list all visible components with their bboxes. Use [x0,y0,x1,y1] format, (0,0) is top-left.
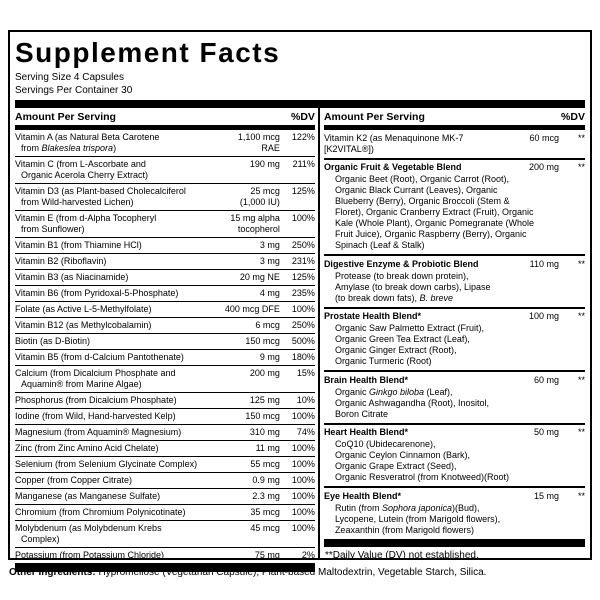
nutrient-row [15,238,315,254]
nutrient-amount: 75 mg [254,550,280,561]
nutrient-row [15,157,315,184]
nutrient-row [15,286,315,302]
nutrient-amount: 9 mg [259,352,280,363]
nutrient-label: Molybdenum (as Molybdenum Krebs Complex) [15,523,162,545]
nutrient-amount: 6 mcg [255,320,280,331]
blend-name: Heart Health Blend* [323,427,408,438]
nutrient-dv: 125% [291,186,315,197]
blend-ingredients: Organic Saw Palmetto Extract (Fruit), Organic Green Tea Extract (Leaf), Organic Ginger Extract (Root), Organic Turmeric (Root) [334,323,484,367]
nutrient-label: Zinc (from Zinc Amino Acid Chelate) [15,443,159,454]
servings-per-container: Servings Per Container 30 [15,85,133,97]
nutrient-amount: 310 mg [249,427,280,438]
nutrient-row [15,318,315,334]
blend-row [324,160,585,257]
nutrient-row [15,184,315,211]
nutrient-label: Vitamin K2 (as Menaquinone MK-7 [K2VITAL®]) [323,132,464,154]
nutrient-amount: 45 mcg [250,523,280,534]
nutrient-dv: 180% [291,352,315,363]
nutrient-dv: 100% [291,523,315,534]
blend-dv: ** [577,374,585,385]
nutrient-amount: 55 mcg [250,459,280,470]
nutrient-label: Vitamin E (from d-Alpha Tocopheryl from Sunflower) [15,213,157,235]
supplement-facts-panel [8,30,592,560]
nutrient-amount: 400 mcg DFE [224,304,280,315]
nutrient-label: Vitamin B2 (Riboflavin) [15,256,107,267]
other-ingredients-text: Hypromellose (Vegetarian Capsule), Plant-based Maltodextrin, Vegetable Starch, Silica. [95,567,487,578]
nutrient-dv: 100% [291,443,315,454]
nutrient-label: Vitamin B3 (as Niacinamide) [15,272,129,283]
nutrient-row [15,425,315,441]
nutrient-label: Magnesium (from Aquamin® Magnesium) [15,427,182,438]
nutrient-dv: 100% [291,491,315,502]
nutrient-label: Selenium (from Selenium Glycinate Complex) [15,459,198,470]
nutrient-dv: 2% [301,550,315,561]
nutrient-amount: 150 mcg [245,411,280,422]
blend-amount: 110 mg [529,258,559,269]
other-ingredients [9,566,591,579]
nutrient-amount: 2.3 mg [252,491,280,502]
nutrient-label: Biotin (as D-Biotin) [15,336,91,347]
facts-columns [15,108,585,561]
blend-ingredients: Rutin (from Sophora japonica)(Bud), Lycopene, Lutein (from Marigold flowers), Zeaxanthin (from Marigold flowers) [334,502,501,535]
blend-dv: ** [577,427,585,438]
nutrient-dv: 100% [291,507,315,518]
blend-row [324,256,585,309]
nutrient-label: Manganese (as Manganese Sulfate) [15,491,161,502]
nutrient-row [15,254,315,270]
blend-amount: 200 mg [528,162,559,173]
blend-dv: ** [577,311,585,322]
nutrient-amount: 200 mg [249,368,280,379]
nutrient-amount: 3 mg [259,240,280,251]
nutrient-row [15,270,315,286]
right-column [320,108,585,561]
nutrient-dv: 125% [291,272,315,283]
blend-row [324,372,585,425]
nutrient-dv: 211% [292,159,315,170]
nutrient-row [15,548,315,564]
blend-amount: 15 mg [533,490,559,501]
nutrient-dv: 235% [291,288,315,299]
nutrient-row [15,302,315,318]
nutrient-label: Calcium (from Dicalcium Phosphate and Aquamin® from Marine Algae) [15,368,176,390]
nutrient-amount: 150 mcg [245,336,280,347]
amount-per-serving-header: Amount Per Serving [323,111,425,124]
nutrient-dv: 100% [291,304,315,315]
nutrient-row [15,130,315,157]
nutrient-row [15,505,315,521]
nutrient-amount: 11 mg [255,443,280,454]
nutrient-label: Iodine (from Wild, Hand-harvested Kelp) [15,411,176,422]
blend-row [324,309,585,373]
panel-title: Supplement Facts [15,37,281,68]
nutrient-amount: 60 mcg [529,132,559,143]
right-column-header [324,108,585,125]
nutrient-row [15,521,315,548]
other-ingredients-label: Other Ingredients: [9,567,96,578]
nutrient-row [15,211,315,238]
nutrient-amount: 3 mg [259,256,280,267]
nutrient-label: Vitamin B1 (from Thiamine HCl) [15,240,142,251]
nutrient-row [15,366,315,393]
nutrient-amount: 25 mcg (1,000 IU) [239,186,280,208]
blend-name: Organic Fruit & Vegetable Blend [323,162,462,173]
nutrient-dv: 100% [291,213,315,224]
blend-dv: ** [577,490,585,501]
nutrient-row [15,473,315,489]
nutrient-amount: 190 mg [249,159,280,170]
nutrient-label: Potassium (from Potassium Chloride) [15,550,165,561]
nutrient-amount: 0.9 mg [252,475,280,486]
nutrient-label: Vitamin A (as Natural Beta Carotene from Blakeslea trispora) [15,132,160,154]
nutrient-dv: 10% [296,395,315,406]
nutrient-amount: 15 mg alpha tocopherol [230,213,280,235]
dv-header: %DV [561,111,585,124]
nutrient-dv: 122% [291,132,315,143]
blend-name: Brain Health Blend* [323,374,408,385]
blend-row [324,425,585,489]
blend-row [324,488,585,539]
nutrient-row [15,441,315,457]
nutrient-label: Vitamin B6 (from Pyridoxal-5-Phosphate) [15,288,179,299]
nutrient-amount: 20 mg NE [239,272,280,283]
nutrient-label: Vitamin C (from L-Ascorbate and Organic Acerola Cherry Extract) [15,159,149,181]
nutrient-dv: 250% [291,240,315,251]
nutrient-row [15,457,315,473]
top-divider-bar [15,100,585,108]
left-rows [15,130,315,564]
blend-amount: 50 mg [533,427,559,438]
nutrient-row [15,409,315,425]
nutrient-amount: 35 mcg [250,507,280,518]
serving-info [15,71,585,97]
blend-ingredients: Protease (to break down protein), Amylase (to break down carbs), Lipase (to break down fats), B. breve [334,270,491,303]
left-column-header [15,108,315,125]
footnote-divider-bar [324,539,585,547]
blend-name: Digestive Enzyme & Probiotic Blend [323,258,479,269]
nutrient-dv: 74% [296,427,315,438]
nutrient-row [15,334,315,350]
nutrient-dv: ** [577,132,585,143]
nutrient-row [15,489,315,505]
nutrient-dv: 100% [291,411,315,422]
nutrient-label: Phosphorus (from Dicalcium Phosphate) [15,395,177,406]
nutrient-label: Vitamin B12 (as Methylcobalamin) [15,320,152,331]
blend-dv: ** [577,258,585,269]
right-rows [324,130,585,539]
blend-ingredients: CoQ10 (Ubidecarenone), Organic Ceylon Cinnamon (Bark), Organic Grape Extract (Seed), Organic Resveratrol (from Knotweed)(Root) [334,439,509,483]
nutrient-label: Folate (as Active L-5-Methylfolate) [15,304,152,315]
dv-footnote: **Daily Value (DV) not established. [324,549,479,561]
amount-per-serving-header: Amount Per Serving [15,111,116,124]
blend-ingredients: Organic Beet (Root), Organic Carrot (Root), Organic Black Currant (Leaves), Organic Blueberry (Berry), Organic Broccoli (Stem & Floret), Organic Cranberry Extract (Fruit), Organic Kale (Whole Plant), Organic Pomegranate (Whole Fruit Juice), Organic Raspberry (Berry), Organic Spinach (Leaf & Stalk) [334,174,535,251]
blend-ingredients: Organic Ginkgo biloba (Leaf), Organic Ashwagandha (Root), Inositol, Boron Citrate [334,386,490,419]
nutrient-dv: 15% [296,368,315,379]
nutrient-label: Copper (from Copper Citrate) [15,475,133,486]
nutrient-dv: 100% [291,475,315,486]
dv-header: %DV [291,111,315,124]
blend-amount: 60 mg [533,374,559,385]
nutrient-row [324,130,585,160]
blend-name: Eye Health Blend* [323,490,401,501]
nutrient-amount: 125 mg [249,395,280,406]
nutrient-row [15,393,315,409]
nutrient-amount: 4 mg [259,288,280,299]
left-column [15,108,320,561]
serving-size: Serving Size 4 Capsules [15,72,124,84]
nutrient-dv: 100% [291,459,315,470]
nutrient-amount: 1,100 mcg RAE [237,132,280,154]
blend-name: Prostate Health Blend* [323,311,421,322]
nutrient-label: Vitamin D3 (as Plant-based Cholecalciferol from Wild-harvested Lichen) [15,186,186,208]
nutrient-row [15,350,315,366]
nutrient-label: Chromium (from Chromium Polynicotinate) [15,507,186,518]
nutrient-dv: 500% [291,336,315,347]
nutrient-dv: 231% [291,256,315,267]
nutrient-label: Vitamin B5 (from d-Calcium Pantothenate) [15,352,184,363]
blend-amount: 100 mg [528,311,559,322]
nutrient-dv: 250% [291,320,315,331]
blend-dv: ** [577,162,585,173]
